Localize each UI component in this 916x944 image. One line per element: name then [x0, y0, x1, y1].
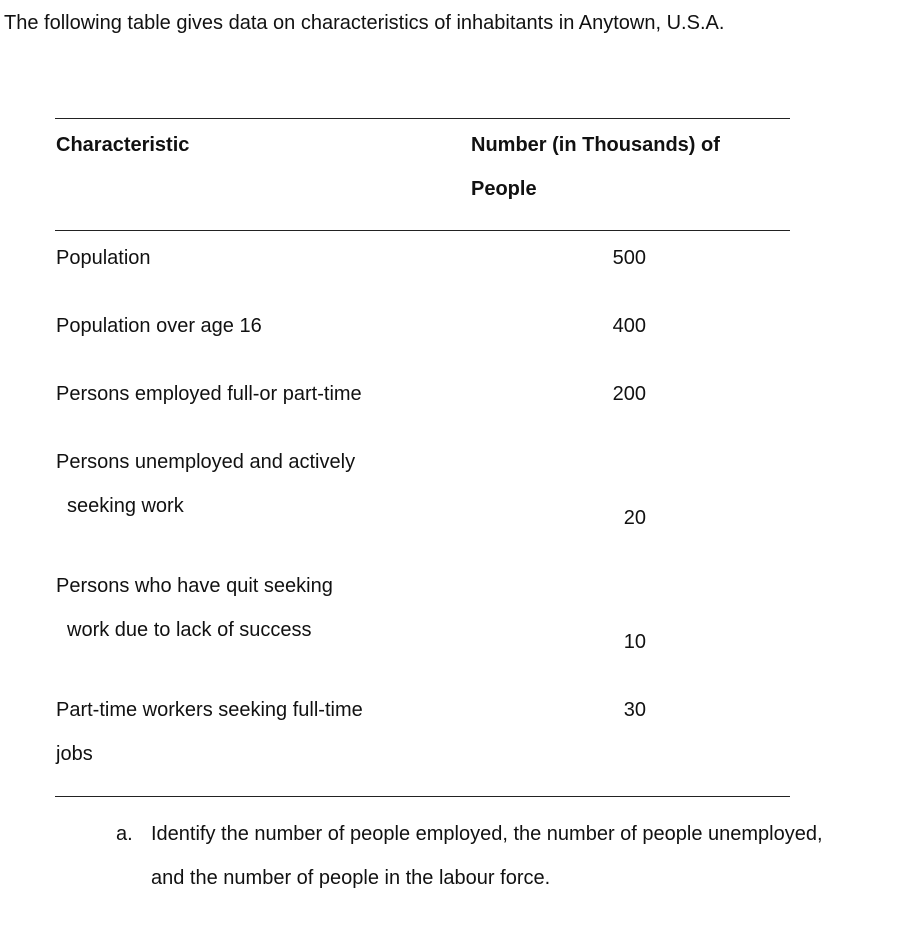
question-marker: a.: [116, 823, 133, 845]
row-value-unemployed: 20: [623, 507, 646, 529]
intro-text: The following table gives data on characteristics of inhabitants in Anytown, U.S.A.: [4, 12, 725, 34]
row-label-part-time-line2: jobs: [56, 743, 93, 765]
header-characteristic: Characteristic: [56, 134, 190, 156]
question-line2: and the number of people in the labour force.: [151, 867, 551, 889]
table-top-rule: [55, 118, 790, 119]
row-label-unemployed-line1: Persons unemployed and actively: [56, 451, 356, 473]
row-label-employed: Persons employed full-or part-time: [56, 383, 362, 405]
row-value-discouraged: 10: [623, 631, 646, 653]
row-label-population-over-16: Population over age 16: [56, 315, 262, 337]
row-label-discouraged-line2: work due to lack of success: [67, 619, 312, 641]
row-label-discouraged-line1: Persons who have quit seeking: [56, 575, 333, 597]
row-value-employed: 200: [612, 383, 646, 405]
header-number-line2: People: [471, 178, 537, 200]
table-bottom-rule: [55, 796, 790, 797]
row-label-unemployed-line2: seeking work: [67, 495, 184, 517]
row-value-population: 500: [612, 247, 646, 269]
question-line1: Identify the number of people employed, the number of people unemployed,: [151, 823, 823, 845]
row-label-part-time-line1: Part-time workers seeking full-time: [56, 699, 363, 721]
question-text: [151, 812, 916, 900]
header-bottom-rule: [55, 230, 790, 231]
header-number-line1: Number (in Thousands) of: [471, 134, 720, 156]
row-value-population-over-16: 400: [612, 315, 646, 337]
row-value-part-time: 30: [623, 699, 646, 721]
row-label-population: Population: [56, 247, 151, 269]
